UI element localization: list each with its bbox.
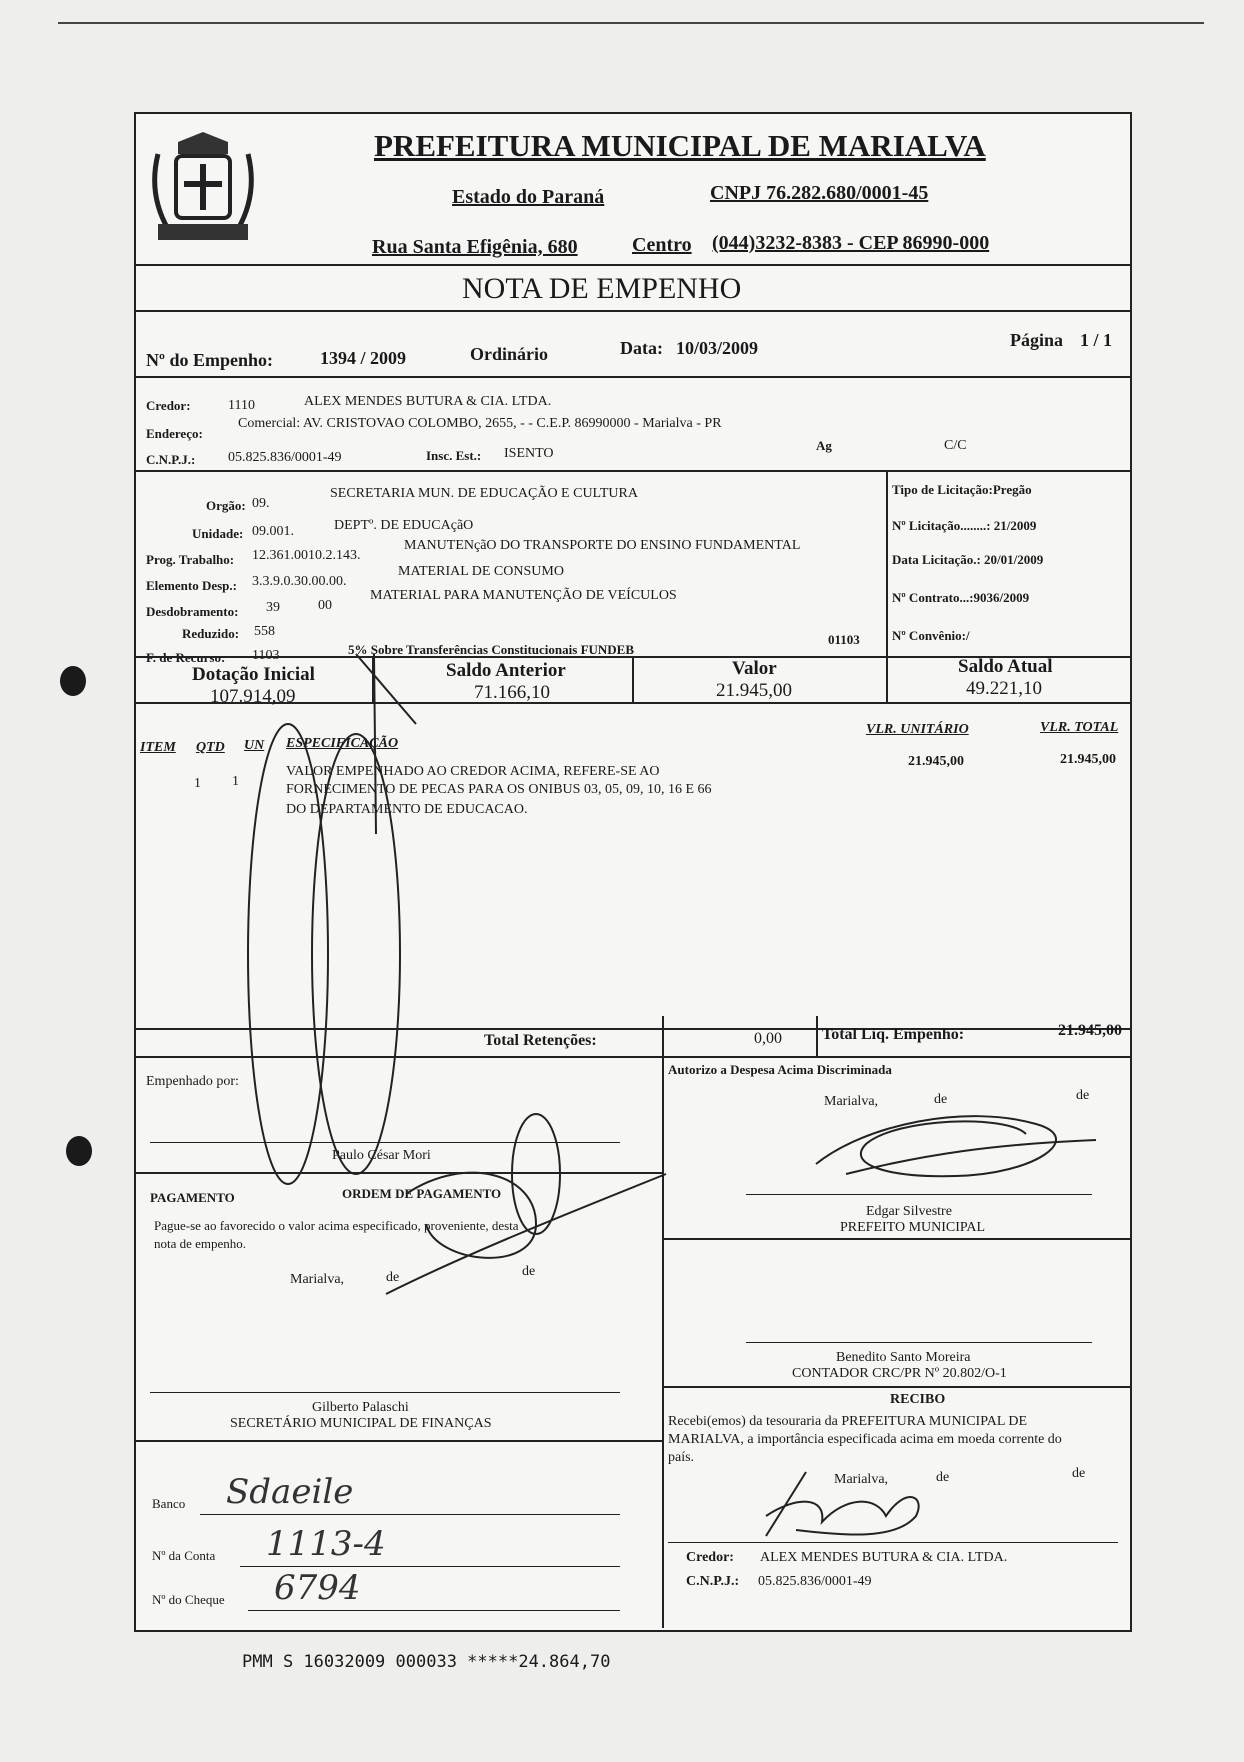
reduzido-value: 558 xyxy=(254,624,275,639)
recurso-label: F. de Recurso: xyxy=(146,650,226,665)
row-vlr-total: 21.945,00 xyxy=(1060,752,1116,767)
pagamento-de-1: de xyxy=(386,1270,400,1285)
recurso-code: 1103 xyxy=(252,648,280,663)
recurso-number: 01103 xyxy=(828,632,860,647)
prefeito-cargo: PREFEITO MUNICIPAL xyxy=(840,1220,986,1235)
empenho-number-label: Nº do Empenho: xyxy=(146,350,273,370)
unidade-label: Unidade: xyxy=(192,526,244,541)
elemento-label: Elemento Desp.: xyxy=(146,578,237,593)
unidade-code: 09.001. xyxy=(252,524,294,539)
prog-label: Prog. Trabalho: xyxy=(146,552,235,567)
row-vlr-unitario: 21.945,00 xyxy=(908,754,964,769)
ag-label: Ag xyxy=(816,438,832,453)
unidade-name: DEPTº. DE EDUCAçãO xyxy=(334,518,474,533)
col-vlr-total: VLR. TOTAL xyxy=(1040,720,1119,735)
state-name: Estado do Paraná xyxy=(452,186,605,208)
licitacao-convenio: Nº Convênio:/ xyxy=(892,628,970,643)
row-spec-line3: DO DEPARTAMENTO DE EDUCACAO. xyxy=(286,802,528,817)
credor-insc: ISENTO xyxy=(504,446,554,461)
row-spec-line1: VALOR EMPENHADO AO CREDOR ACIMA, REFERE-SE AO xyxy=(286,764,660,779)
pague-text-line2: nota de empenho. xyxy=(154,1236,247,1251)
retencoes-value: 0,00 xyxy=(754,1030,782,1047)
conta-value: 1113-4 xyxy=(266,1524,386,1564)
col-qtd: QTD xyxy=(196,740,225,755)
desdobramento-code: 39 xyxy=(266,600,280,615)
autorizo-de-2: de xyxy=(1076,1088,1090,1103)
document-title: NOTA DE EMPENHO xyxy=(462,272,742,305)
licitacao-data: Data Licitação.: 20/01/2009 xyxy=(892,552,1044,567)
endereco-label: Endereço: xyxy=(146,426,203,441)
valor-label: Valor xyxy=(732,658,777,679)
banco-value: Sdaeile xyxy=(226,1472,354,1512)
desdobramento-sub: 00 xyxy=(318,598,332,613)
punch-hole-top xyxy=(60,666,86,696)
elemento-name: MATERIAL DE CONSUMO xyxy=(398,564,564,579)
credor-cnpj: 05.825.836/0001-49 xyxy=(228,450,342,465)
prefeitura-district: Centro xyxy=(632,234,692,256)
empenhado-label: Empenhado por: xyxy=(146,1074,239,1089)
dotacao-inicial-value: 107.914,09 xyxy=(210,686,296,707)
autorizo-marialva: Marialva, xyxy=(824,1094,879,1109)
row-item: 1 xyxy=(194,776,201,791)
page-number: 1 / 1 xyxy=(1080,330,1113,350)
top-scan-edge xyxy=(58,22,1204,24)
punch-hole-bottom xyxy=(66,1136,92,1166)
col-vlr-unitario: VLR. UNITÁRIO xyxy=(866,722,969,737)
saldo-atual-value: 49.221,10 xyxy=(966,678,1042,699)
dotacao-inicial-label: Dotação Inicial xyxy=(192,664,315,685)
empenhado-nome: Paulo César Mori xyxy=(332,1148,431,1163)
recibo-cnpj: 05.825.836/0001-49 xyxy=(758,1574,872,1589)
empenho-number: 1394 / 2009 xyxy=(320,348,407,368)
recibo-credor-name: ALEX MENDES BUTURA & CIA. LTDA. xyxy=(760,1550,1008,1565)
licitacao-tipo: Tipo de Licitação:Pregão xyxy=(892,482,1032,497)
recibo-title: RECIBO xyxy=(890,1392,946,1407)
pagamento-de-2: de xyxy=(522,1264,536,1279)
recurso-name: 5% Sobre Transferências Constitucionais FUNDEB xyxy=(348,642,635,657)
col-item: ITEM xyxy=(140,740,176,755)
empenho-date-label: Data: xyxy=(620,338,663,358)
col-especificacao: ESPECIFICAÇÃO xyxy=(286,736,399,751)
prefeitura-address: Rua Santa Efigênia, 680 xyxy=(372,236,578,258)
recibo-marialva: Marialva, xyxy=(834,1472,889,1487)
bank-print-stamp: PMM S 16032009 000033 *****24.864,70 xyxy=(242,1652,611,1672)
recibo-signature xyxy=(736,1466,936,1546)
credor-label: Credor: xyxy=(146,398,191,413)
prefeito-nome: Edgar Silvestre xyxy=(866,1204,952,1219)
prog-code: 12.361.0010.2.143. xyxy=(252,548,361,563)
reduzido-label: Reduzido: xyxy=(182,626,240,641)
prefeito-signature xyxy=(806,1104,1106,1200)
pague-text-line1: Pague-se ao favorecido o valor acima especificado, proveniente, desta xyxy=(154,1218,519,1233)
contador-nome: Benedito Santo Moreira xyxy=(836,1350,971,1365)
desdobramento-label: Desdobramento: xyxy=(146,604,239,619)
saldo-anterior-label: Saldo Anterior xyxy=(446,660,566,681)
credor-name: ALEX MENDES BUTURA & CIA. LTDA. xyxy=(304,394,552,409)
pagamento-marialva: Marialva, xyxy=(290,1272,345,1287)
cheque-label: Nº do Cheque xyxy=(152,1592,225,1607)
orgao-label: Orgão: xyxy=(206,498,246,513)
liq-empenho-value: 21.945,00 xyxy=(1058,1022,1122,1039)
conta-label: Nº da Conta xyxy=(152,1548,216,1563)
liq-empenho-label: Total Liq. Empenho: xyxy=(822,1026,965,1043)
empenho-date: 10/03/2009 xyxy=(676,338,759,358)
row-qtd: 1 xyxy=(232,774,239,789)
licitacao-numero: Nº Licitação........: 21/2009 xyxy=(892,518,1037,533)
large-signature-marks xyxy=(206,574,686,1334)
retencoes-label: Total Retenções: xyxy=(484,1032,597,1049)
recibo-text-line1: Recebi(emos) da tesouraria da PREFEITURA MUNICIPAL DE xyxy=(668,1414,1028,1429)
recibo-credor-label: Credor: xyxy=(686,1550,734,1565)
autorizo-text: Autorizo a Despesa Acima Discriminada xyxy=(668,1062,892,1077)
prefeitura-cnpj: CNPJ 76.282.680/0001-45 xyxy=(710,182,929,204)
pagamento-title: PAGAMENTO xyxy=(150,1190,235,1205)
valor-value: 21.945,00 xyxy=(716,680,792,701)
contador-cargo: CONTADOR CRC/PR Nº 20.802/O-1 xyxy=(792,1366,1007,1381)
empenho-type: Ordinário xyxy=(470,344,549,364)
secretario-cargo: SECRETÁRIO MUNICIPAL DE FINANÇAS xyxy=(230,1416,492,1431)
cnpj-label: C.N.P.J.: xyxy=(146,452,196,467)
coat-of-arms-icon xyxy=(138,124,268,254)
recibo-text-line3: país. xyxy=(668,1450,695,1465)
cc-label: C/C xyxy=(944,438,967,453)
saldo-atual-label: Saldo Atual xyxy=(958,656,1053,677)
prefeitura-phone-cep: (044)3232-8383 - CEP 86990-000 xyxy=(712,232,990,254)
nota-de-empenho-form xyxy=(134,112,1132,1632)
cheque-value: 6794 xyxy=(274,1568,361,1608)
orgao-code: 09. xyxy=(252,496,270,511)
row-spec-line2: FORNECIMENTO DE PECAS PARA OS ONIBUS 03, 05, 09, 10, 16 E 66 xyxy=(286,782,712,797)
orgao-name: SECRETARIA MUN. DE EDUCAÇÃO E CULTURA xyxy=(330,486,638,501)
autorizo-de-1: de xyxy=(934,1092,948,1107)
banco-label: Banco xyxy=(152,1496,186,1511)
prog-name: MANUTENçãO DO TRANSPORTE DO ENSINO FUNDAMENTAL xyxy=(404,538,801,553)
prefeitura-title: PREFEITURA MUNICIPAL DE MARIALVA xyxy=(374,128,986,163)
saldo-anterior-value: 71.166,10 xyxy=(474,682,550,703)
page-label: Página xyxy=(1010,330,1064,350)
credor-endereco: Comercial: AV. CRISTOVAO COLOMBO, 2655, - - C.E.P. 86990000 - Marialva - PR xyxy=(238,416,722,431)
insc-label: Insc. Est.: xyxy=(426,448,482,463)
licitacao-contrato: Nº Contrato...:9036/2009 xyxy=(892,590,1030,605)
recibo-cnpj-label: C.N.P.J.: xyxy=(686,1574,740,1589)
recibo-de-2: de xyxy=(1072,1466,1086,1481)
secretario-nome: Gilberto Palaschi xyxy=(312,1400,409,1415)
ordem-pagamento-title: ORDEM DE PAGAMENTO xyxy=(342,1186,502,1201)
col-un: UN xyxy=(244,738,265,753)
elemento-code: 3.3.9.0.30.00.00. xyxy=(252,574,347,589)
recibo-text-line2: MARIALVA, a importância especificada acima em moeda corrente do xyxy=(668,1432,1062,1447)
credor-code: 1110 xyxy=(228,398,255,413)
desdobramento-name: MATERIAL PARA MANUTENÇÃO DE VEÍCULOS xyxy=(370,588,677,603)
recibo-de-1: de xyxy=(936,1470,950,1485)
